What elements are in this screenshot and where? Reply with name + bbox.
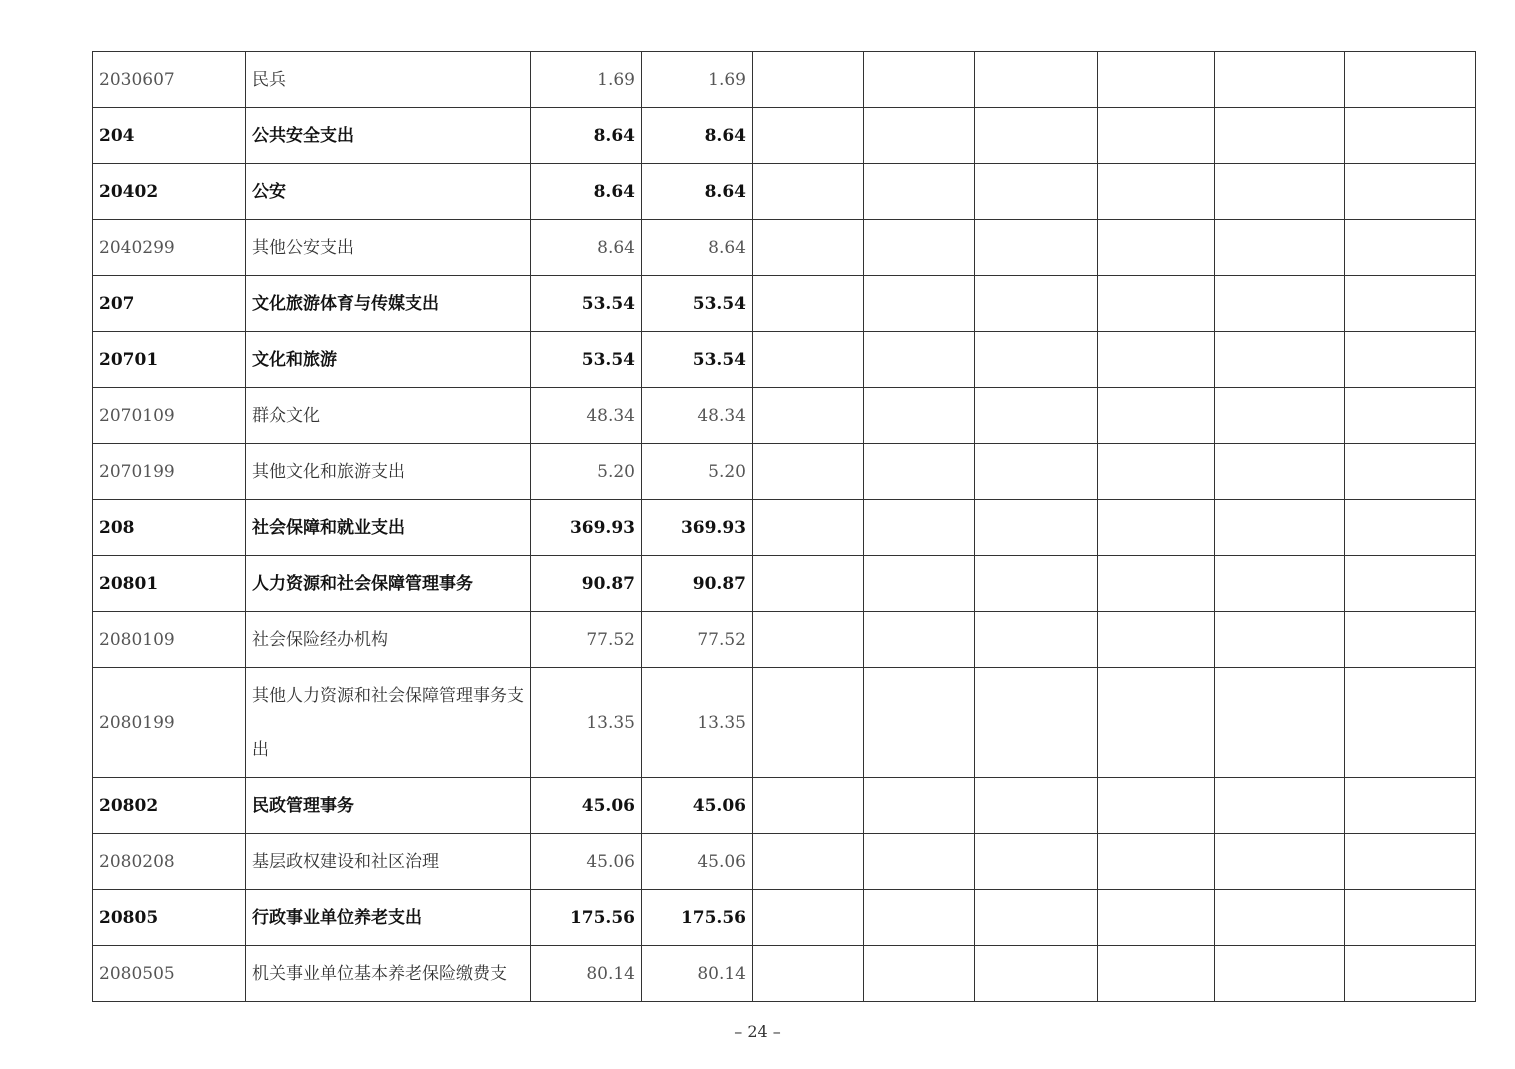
table-row bbox=[93, 778, 1476, 834]
basic-expenditure-cell: 53.54 bbox=[642, 332, 753, 388]
empty-cell bbox=[1098, 890, 1215, 946]
empty-cell bbox=[864, 220, 975, 276]
table-row bbox=[93, 500, 1476, 556]
table-row bbox=[93, 668, 1476, 778]
empty-cell bbox=[1345, 668, 1476, 778]
empty-cell bbox=[753, 612, 864, 668]
table-row bbox=[93, 834, 1476, 890]
empty-cell bbox=[975, 276, 1098, 332]
account-name-cell: 其他文化和旅游支出 bbox=[246, 444, 531, 500]
table-row bbox=[93, 52, 1476, 108]
empty-cell bbox=[864, 556, 975, 612]
table-row bbox=[93, 164, 1476, 220]
account-code-cell: 2080199 bbox=[93, 668, 246, 778]
empty-cell bbox=[1215, 612, 1345, 668]
empty-cell bbox=[1345, 778, 1476, 834]
empty-cell bbox=[1215, 500, 1345, 556]
total-amount-cell: 369.93 bbox=[531, 500, 642, 556]
empty-cell bbox=[1215, 834, 1345, 890]
empty-cell bbox=[975, 668, 1098, 778]
empty-cell bbox=[975, 500, 1098, 556]
empty-cell bbox=[753, 946, 864, 1002]
empty-cell bbox=[864, 946, 975, 1002]
empty-cell bbox=[1098, 220, 1215, 276]
basic-expenditure-cell: 80.14 bbox=[642, 946, 753, 1002]
empty-cell bbox=[1098, 946, 1215, 1002]
account-name-cell: 文化和旅游 bbox=[246, 332, 531, 388]
empty-cell bbox=[1345, 834, 1476, 890]
basic-expenditure-cell: 48.34 bbox=[642, 388, 753, 444]
basic-expenditure-cell: 53.54 bbox=[642, 276, 753, 332]
empty-cell bbox=[753, 444, 864, 500]
page-number: – 24 – bbox=[734, 1022, 781, 1041]
total-amount-cell: 77.52 bbox=[531, 612, 642, 668]
empty-cell bbox=[1098, 444, 1215, 500]
empty-cell bbox=[753, 556, 864, 612]
empty-cell bbox=[975, 778, 1098, 834]
account-code-cell: 20402 bbox=[93, 164, 246, 220]
empty-cell bbox=[753, 778, 864, 834]
empty-cell bbox=[1098, 52, 1215, 108]
empty-cell bbox=[975, 444, 1098, 500]
account-name-cell: 文化旅游体育与传媒支出 bbox=[246, 276, 531, 332]
empty-cell bbox=[753, 220, 864, 276]
empty-cell bbox=[1345, 108, 1476, 164]
basic-expenditure-cell: 5.20 bbox=[642, 444, 753, 500]
total-amount-cell: 8.64 bbox=[531, 220, 642, 276]
account-code-cell: 2040299 bbox=[93, 220, 246, 276]
empty-cell bbox=[975, 388, 1098, 444]
empty-cell bbox=[864, 164, 975, 220]
empty-cell bbox=[1098, 556, 1215, 612]
empty-cell bbox=[864, 612, 975, 668]
table-row bbox=[93, 946, 1476, 1002]
account-name-cell: 其他人力资源和社会保障管理事务支出 bbox=[246, 668, 531, 778]
empty-cell bbox=[1345, 444, 1476, 500]
account-name-cell: 社会保险经办机构 bbox=[246, 612, 531, 668]
total-amount-cell: 45.06 bbox=[531, 778, 642, 834]
empty-cell bbox=[753, 52, 864, 108]
account-code-cell: 20801 bbox=[93, 556, 246, 612]
empty-cell bbox=[753, 834, 864, 890]
total-amount-cell: 80.14 bbox=[531, 946, 642, 1002]
empty-cell bbox=[975, 834, 1098, 890]
empty-cell bbox=[864, 276, 975, 332]
empty-cell bbox=[864, 52, 975, 108]
total-amount-cell: 5.20 bbox=[531, 444, 642, 500]
account-name-cell: 民兵 bbox=[246, 52, 531, 108]
empty-cell bbox=[1345, 890, 1476, 946]
total-amount-cell: 53.54 bbox=[531, 276, 642, 332]
account-name-cell: 人力资源和社会保障管理事务 bbox=[246, 556, 531, 612]
empty-cell bbox=[975, 332, 1098, 388]
basic-expenditure-cell: 8.64 bbox=[642, 220, 753, 276]
empty-cell bbox=[864, 890, 975, 946]
empty-cell bbox=[864, 834, 975, 890]
total-amount-cell: 45.06 bbox=[531, 834, 642, 890]
empty-cell bbox=[975, 220, 1098, 276]
account-code-cell: 20701 bbox=[93, 332, 246, 388]
budget-table-body bbox=[93, 52, 1476, 1002]
empty-cell bbox=[1098, 778, 1215, 834]
basic-expenditure-cell: 8.64 bbox=[642, 164, 753, 220]
account-code-cell: 2080208 bbox=[93, 834, 246, 890]
empty-cell bbox=[975, 52, 1098, 108]
empty-cell bbox=[1345, 946, 1476, 1002]
empty-cell bbox=[1215, 388, 1345, 444]
account-name-cell: 其他公安支出 bbox=[246, 220, 531, 276]
empty-cell bbox=[753, 108, 864, 164]
empty-cell bbox=[1215, 52, 1345, 108]
empty-cell bbox=[1345, 556, 1476, 612]
empty-cell bbox=[1345, 500, 1476, 556]
table-row bbox=[93, 388, 1476, 444]
total-amount-cell: 13.35 bbox=[531, 668, 642, 778]
empty-cell bbox=[1345, 164, 1476, 220]
empty-cell bbox=[975, 946, 1098, 1002]
table-row bbox=[93, 108, 1476, 164]
empty-cell bbox=[753, 276, 864, 332]
table-row bbox=[93, 612, 1476, 668]
empty-cell bbox=[753, 388, 864, 444]
empty-cell bbox=[1215, 108, 1345, 164]
table-row bbox=[93, 556, 1476, 612]
table-row bbox=[93, 276, 1476, 332]
basic-expenditure-cell: 1.69 bbox=[642, 52, 753, 108]
empty-cell bbox=[1098, 500, 1215, 556]
account-code-cell: 2030607 bbox=[93, 52, 246, 108]
empty-cell bbox=[1345, 332, 1476, 388]
empty-cell bbox=[1215, 220, 1345, 276]
empty-cell bbox=[1098, 164, 1215, 220]
empty-cell bbox=[1215, 890, 1345, 946]
empty-cell bbox=[864, 388, 975, 444]
empty-cell bbox=[1345, 52, 1476, 108]
empty-cell bbox=[975, 890, 1098, 946]
empty-cell bbox=[1215, 668, 1345, 778]
total-amount-cell: 8.64 bbox=[531, 164, 642, 220]
account-code-cell: 20805 bbox=[93, 890, 246, 946]
account-name-cell: 机关事业单位基本养老保险缴费支 bbox=[246, 946, 531, 1002]
empty-cell bbox=[1098, 388, 1215, 444]
table-row bbox=[93, 332, 1476, 388]
account-name-cell: 民政管理事务 bbox=[246, 778, 531, 834]
account-name-cell: 行政事业单位养老支出 bbox=[246, 890, 531, 946]
basic-expenditure-cell: 8.64 bbox=[642, 108, 753, 164]
basic-expenditure-cell: 13.35 bbox=[642, 668, 753, 778]
account-code-cell: 204 bbox=[93, 108, 246, 164]
total-amount-cell: 8.64 bbox=[531, 108, 642, 164]
empty-cell bbox=[975, 164, 1098, 220]
basic-expenditure-cell: 77.52 bbox=[642, 612, 753, 668]
empty-cell bbox=[864, 778, 975, 834]
total-amount-cell: 175.56 bbox=[531, 890, 642, 946]
basic-expenditure-cell: 45.06 bbox=[642, 778, 753, 834]
budget-table bbox=[92, 51, 1476, 1002]
basic-expenditure-cell: 369.93 bbox=[642, 500, 753, 556]
empty-cell bbox=[753, 332, 864, 388]
table-row bbox=[93, 220, 1476, 276]
empty-cell bbox=[864, 668, 975, 778]
empty-cell bbox=[1098, 668, 1215, 778]
empty-cell bbox=[1345, 276, 1476, 332]
account-name-cell: 公安 bbox=[246, 164, 531, 220]
empty-cell bbox=[1345, 220, 1476, 276]
empty-cell bbox=[1215, 164, 1345, 220]
empty-cell bbox=[1098, 276, 1215, 332]
basic-expenditure-cell: 90.87 bbox=[642, 556, 753, 612]
account-code-cell: 2080109 bbox=[93, 612, 246, 668]
basic-expenditure-cell: 175.56 bbox=[642, 890, 753, 946]
account-name-cell: 基层政权建设和社区治理 bbox=[246, 834, 531, 890]
empty-cell bbox=[753, 500, 864, 556]
account-code-cell: 2070199 bbox=[93, 444, 246, 500]
empty-cell bbox=[1215, 276, 1345, 332]
empty-cell bbox=[1215, 332, 1345, 388]
account-code-cell: 208 bbox=[93, 500, 246, 556]
empty-cell bbox=[1345, 388, 1476, 444]
table-row bbox=[93, 444, 1476, 500]
empty-cell bbox=[864, 444, 975, 500]
total-amount-cell: 1.69 bbox=[531, 52, 642, 108]
account-name-cell: 公共安全支出 bbox=[246, 108, 531, 164]
empty-cell bbox=[1098, 834, 1215, 890]
basic-expenditure-cell: 45.06 bbox=[642, 834, 753, 890]
empty-cell bbox=[753, 890, 864, 946]
empty-cell bbox=[1345, 612, 1476, 668]
account-code-cell: 2080505 bbox=[93, 946, 246, 1002]
empty-cell bbox=[975, 612, 1098, 668]
empty-cell bbox=[975, 108, 1098, 164]
account-code-cell: 20802 bbox=[93, 778, 246, 834]
empty-cell bbox=[864, 500, 975, 556]
empty-cell bbox=[1098, 108, 1215, 164]
empty-cell bbox=[1098, 612, 1215, 668]
empty-cell bbox=[1215, 556, 1345, 612]
empty-cell bbox=[975, 556, 1098, 612]
empty-cell bbox=[1215, 946, 1345, 1002]
account-code-cell: 207 bbox=[93, 276, 246, 332]
empty-cell bbox=[753, 668, 864, 778]
total-amount-cell: 48.34 bbox=[531, 388, 642, 444]
account-name-cell: 社会保障和就业支出 bbox=[246, 500, 531, 556]
empty-cell bbox=[864, 108, 975, 164]
empty-cell bbox=[753, 164, 864, 220]
account-code-cell: 2070109 bbox=[93, 388, 246, 444]
account-name-cell: 群众文化 bbox=[246, 388, 531, 444]
table-row bbox=[93, 890, 1476, 946]
empty-cell bbox=[1215, 444, 1345, 500]
empty-cell bbox=[1215, 778, 1345, 834]
total-amount-cell: 53.54 bbox=[531, 332, 642, 388]
empty-cell bbox=[1098, 332, 1215, 388]
total-amount-cell: 90.87 bbox=[531, 556, 642, 612]
empty-cell bbox=[864, 332, 975, 388]
